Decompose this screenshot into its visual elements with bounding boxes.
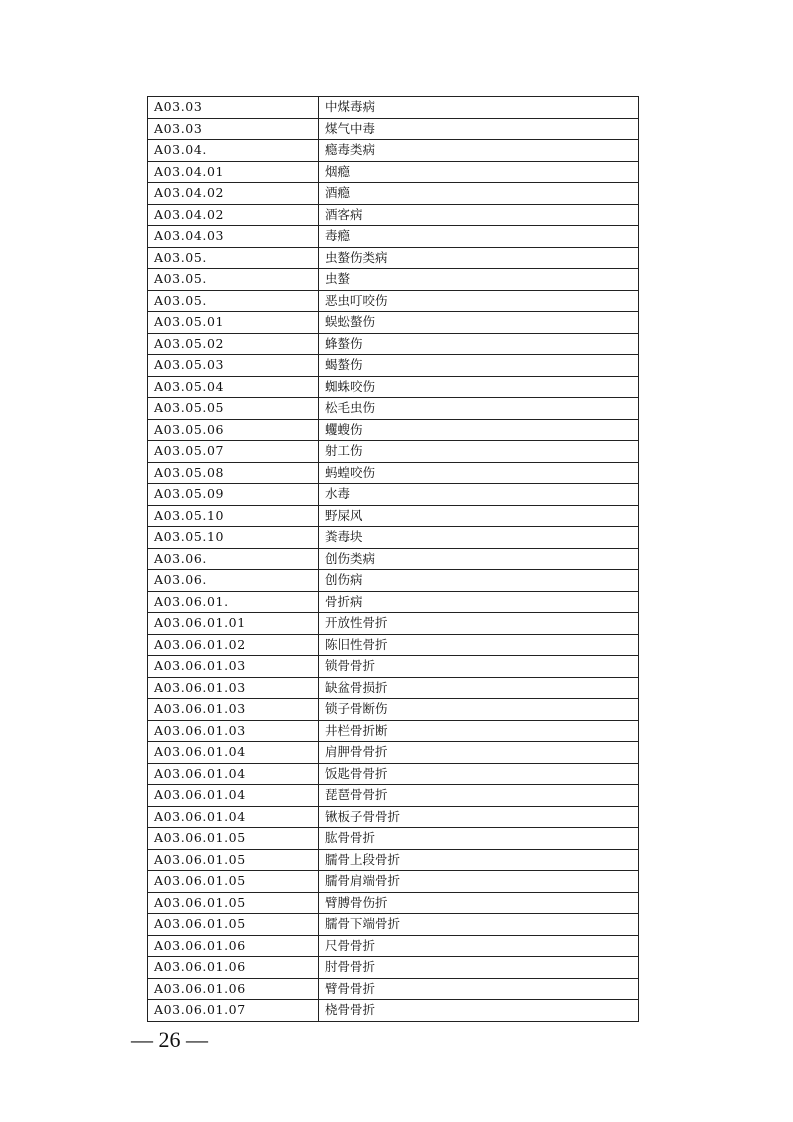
code-cell: A03.04.01 bbox=[148, 161, 319, 183]
table-row bbox=[148, 355, 639, 377]
disease-name-cell: 缺盆骨损折 bbox=[319, 677, 639, 699]
table-body bbox=[148, 97, 639, 1022]
disease-name-cell: 恶虫叮咬伤 bbox=[319, 290, 639, 312]
table-row bbox=[148, 376, 639, 398]
table-row bbox=[148, 505, 639, 527]
code-cell: A03.03 bbox=[148, 97, 319, 119]
code-cell: A03.06.01.05 bbox=[148, 914, 319, 936]
disease-name-cell: 桡骨骨折 bbox=[319, 1000, 639, 1022]
disease-name-cell: 尺骨骨折 bbox=[319, 935, 639, 957]
table-row bbox=[148, 312, 639, 334]
disease-name-cell: 饭匙骨骨折 bbox=[319, 763, 639, 785]
table-row bbox=[148, 742, 639, 764]
table-row bbox=[148, 935, 639, 957]
disease-name-cell: 毒瘾 bbox=[319, 226, 639, 248]
disease-name-cell: 蠼螋伤 bbox=[319, 419, 639, 441]
disease-name-cell: 粪毒块 bbox=[319, 527, 639, 549]
table-row bbox=[148, 527, 639, 549]
disease-name-cell: 虫螯 bbox=[319, 269, 639, 291]
code-cell: A03.05.10 bbox=[148, 505, 319, 527]
table-row bbox=[148, 591, 639, 613]
disease-name-cell: 酒瘾 bbox=[319, 183, 639, 205]
table-row bbox=[148, 548, 639, 570]
code-cell: A03.05.03 bbox=[148, 355, 319, 377]
code-cell: A03.06.01.05 bbox=[148, 871, 319, 893]
table-row bbox=[148, 763, 639, 785]
disease-name-cell: 中煤毒病 bbox=[319, 97, 639, 119]
code-cell: A03.05.02 bbox=[148, 333, 319, 355]
disease-name-cell: 肱骨骨折 bbox=[319, 828, 639, 850]
code-cell: A03.06.01.04 bbox=[148, 763, 319, 785]
disease-name-cell: 锹板子骨骨折 bbox=[319, 806, 639, 828]
table-row bbox=[148, 914, 639, 936]
table-row bbox=[148, 247, 639, 269]
table-row bbox=[148, 699, 639, 721]
code-cell: A03.05.10 bbox=[148, 527, 319, 549]
disease-name-cell: 瘾毒类病 bbox=[319, 140, 639, 162]
code-cell: A03.05. bbox=[148, 290, 319, 312]
code-cell: A03.04.02 bbox=[148, 183, 319, 205]
code-cell: A03.05.06 bbox=[148, 419, 319, 441]
code-cell: A03.06.01.05 bbox=[148, 849, 319, 871]
disease-name-cell: 臂骨骨折 bbox=[319, 978, 639, 1000]
table-row bbox=[148, 957, 639, 979]
page-number: — 26 — bbox=[131, 1027, 208, 1052]
code-cell: A03.06.01.03 bbox=[148, 720, 319, 742]
code-cell: A03.05. bbox=[148, 269, 319, 291]
disease-name-cell: 肘骨骨折 bbox=[319, 957, 639, 979]
table-row bbox=[148, 97, 639, 119]
table-row bbox=[148, 269, 639, 291]
table-row bbox=[148, 419, 639, 441]
disease-name-cell: 锁骨骨折 bbox=[319, 656, 639, 678]
table-row bbox=[148, 871, 639, 893]
code-cell: A03.06.01. bbox=[148, 591, 319, 613]
table-row bbox=[148, 892, 639, 914]
disease-name-cell: 臂膊骨伤折 bbox=[319, 892, 639, 914]
code-cell: A03.06.01.03 bbox=[148, 677, 319, 699]
code-cell: A03.06.01.01 bbox=[148, 613, 319, 635]
disease-name-cell: 松毛虫伤 bbox=[319, 398, 639, 420]
table-row bbox=[148, 1000, 639, 1022]
code-cell: A03.05.08 bbox=[148, 462, 319, 484]
disease-name-cell: 创伤病 bbox=[319, 570, 639, 592]
code-cell: A03.06.01.03 bbox=[148, 699, 319, 721]
code-cell: A03.06.01.03 bbox=[148, 656, 319, 678]
code-cell: A03.06. bbox=[148, 548, 319, 570]
code-cell: A03.06.01.04 bbox=[148, 806, 319, 828]
table-row bbox=[148, 677, 639, 699]
disease-name-cell: 蜈蚣螯伤 bbox=[319, 312, 639, 334]
table-row bbox=[148, 183, 639, 205]
disease-name-cell: 蜘蛛咬伤 bbox=[319, 376, 639, 398]
table-row bbox=[148, 290, 639, 312]
disease-name-cell: 射工伤 bbox=[319, 441, 639, 463]
table-row bbox=[148, 720, 639, 742]
code-cell: A03.06.01.02 bbox=[148, 634, 319, 656]
disease-name-cell: 井栏骨折断 bbox=[319, 720, 639, 742]
table-row bbox=[148, 204, 639, 226]
disease-name-cell: 开放性骨折 bbox=[319, 613, 639, 635]
table-row bbox=[148, 613, 639, 635]
disease-name-cell: 臑骨上段骨折 bbox=[319, 849, 639, 871]
disease-name-cell: 臑骨肩端骨折 bbox=[319, 871, 639, 893]
code-cell: A03.05.07 bbox=[148, 441, 319, 463]
code-cell: A03.06.01.06 bbox=[148, 935, 319, 957]
table-row bbox=[148, 441, 639, 463]
disease-name-cell: 蝎螯伤 bbox=[319, 355, 639, 377]
table-row bbox=[148, 785, 639, 807]
disease-name-cell: 烟瘾 bbox=[319, 161, 639, 183]
table-row bbox=[148, 656, 639, 678]
code-cell: A03.05.04 bbox=[148, 376, 319, 398]
disease-name-cell: 水毒 bbox=[319, 484, 639, 506]
disease-name-cell: 肩胛骨骨折 bbox=[319, 742, 639, 764]
disease-name-cell: 臑骨下端骨折 bbox=[319, 914, 639, 936]
table-row bbox=[148, 398, 639, 420]
disease-name-cell: 蚂蝗咬伤 bbox=[319, 462, 639, 484]
table-row bbox=[148, 333, 639, 355]
code-cell: A03.05.05 bbox=[148, 398, 319, 420]
table-row bbox=[148, 828, 639, 850]
table-row bbox=[148, 462, 639, 484]
disease-name-cell: 虫螯伤类病 bbox=[319, 247, 639, 269]
disease-name-cell: 琵琶骨骨折 bbox=[319, 785, 639, 807]
disease-name-cell: 锁子骨断伤 bbox=[319, 699, 639, 721]
table-row bbox=[148, 978, 639, 1000]
code-cell: A03.05.01 bbox=[148, 312, 319, 334]
table-row bbox=[148, 484, 639, 506]
code-cell: A03.06.01.07 bbox=[148, 1000, 319, 1022]
disease-code-table bbox=[147, 96, 639, 1022]
disease-name-cell: 陈旧性骨折 bbox=[319, 634, 639, 656]
disease-name-cell: 野屎风 bbox=[319, 505, 639, 527]
code-cell: A03.06.01.06 bbox=[148, 957, 319, 979]
disease-name-cell: 酒客病 bbox=[319, 204, 639, 226]
table-row bbox=[148, 570, 639, 592]
disease-name-cell: 煤气中毒 bbox=[319, 118, 639, 140]
code-cell: A03.06. bbox=[148, 570, 319, 592]
table-row bbox=[148, 140, 639, 162]
code-cell: A03.04.02 bbox=[148, 204, 319, 226]
disease-name-cell: 骨折病 bbox=[319, 591, 639, 613]
code-cell: A03.06.01.04 bbox=[148, 785, 319, 807]
code-cell: A03.06.01.04 bbox=[148, 742, 319, 764]
code-cell: A03.04. bbox=[148, 140, 319, 162]
table-row bbox=[148, 806, 639, 828]
code-cell: A03.06.01.05 bbox=[148, 828, 319, 850]
code-cell: A03.04.03 bbox=[148, 226, 319, 248]
code-cell: A03.05.09 bbox=[148, 484, 319, 506]
code-cell: A03.06.01.05 bbox=[148, 892, 319, 914]
code-cell: A03.03 bbox=[148, 118, 319, 140]
disease-name-cell: 创伤类病 bbox=[319, 548, 639, 570]
table-row bbox=[148, 634, 639, 656]
disease-name-cell: 蜂螯伤 bbox=[319, 333, 639, 355]
code-cell: A03.05. bbox=[148, 247, 319, 269]
table-row bbox=[148, 849, 639, 871]
table-row bbox=[148, 161, 639, 183]
table-row bbox=[148, 226, 639, 248]
code-cell: A03.06.01.06 bbox=[148, 978, 319, 1000]
table-row bbox=[148, 118, 639, 140]
